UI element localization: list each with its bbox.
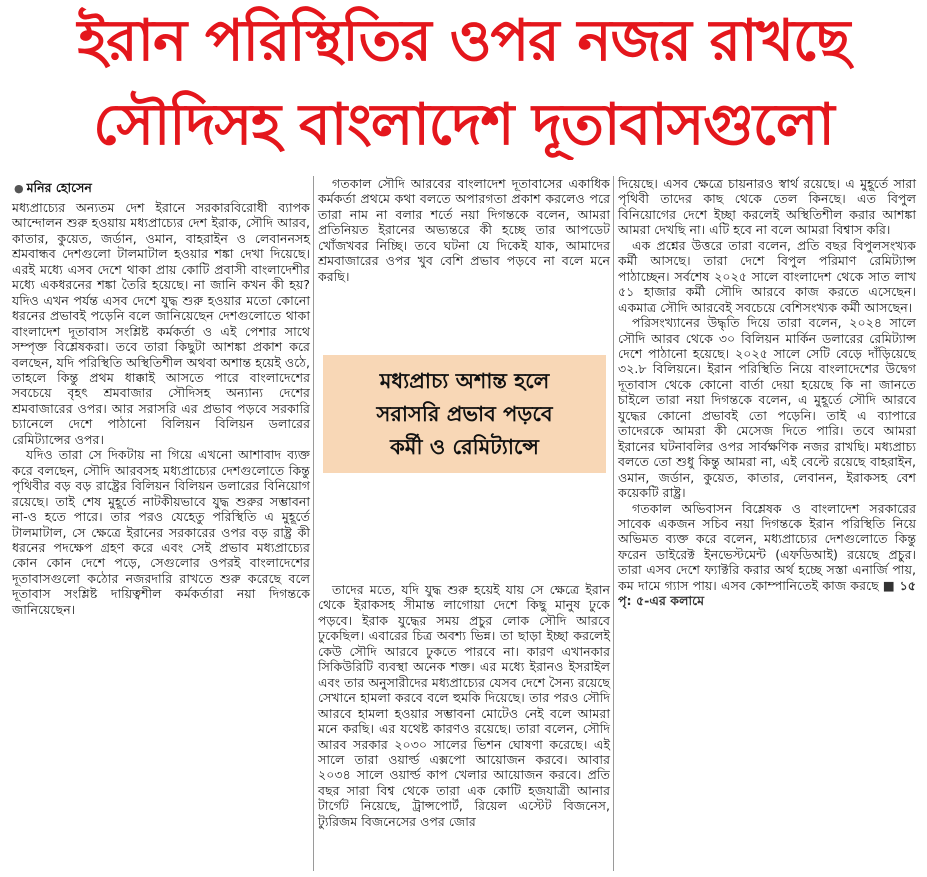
bullet-icon: ● — [14, 182, 24, 195]
pull-quote-line: কর্মী ও রেমিট্যান্সে — [390, 434, 539, 459]
paragraph: গতকাল সৌদি আরবের বাংলাদেশ দূতাবাসের একাধিক কর্মকর্তা প্রথমে কথা বলতে অপারগতা প্রকাশ করলেও পরে তারা নাম না বলার শর্তে নয়া দিগন্তকে বলেন, আমরা প্রতিনিয়ত ইরানের অভ্যন্তরে কী হচ্ছে তার আপডেট খোঁজখবর নিচ্ছি। তবে ঘটনা যে দিকেই যাক, আমাদের শ্রমবাজারের ওপর খুব বেশি প্রভাব পড়বে না বলে মনে করছি। — [318, 176, 610, 284]
paragraph: যদিও তারা সে দিকটায় না গিয়ে এখনো আশাবাদ ব্যক্ত করে বলছেন, সৌদি আরবসহ মধ্যপ্রাচ্যের দেশগুলোতে কিন্তু পৃথিবীর বড় বড় রাষ্ট্রের বিলিয়ন বিলিয়ন ডলারের বিনিয়োগ রয়েছে। তাই শেষ মুহূর্তে নাটকীয়ভাবে যুদ্ধ শুরুর সম্ভাবনা না-ও হতে পারে। তার পরও যেহেতু পরিস্থিতি এ মুহূর্তে টালমাটাল, সে ক্ষেত্রে ইরানের সরকারের ওপর বড় রাষ্ট্র কী ধরনের পদক্ষেপ গ্রহণ করে এবং সেই প্রভাব মধ্যপ্রাচ্যের কোন কোন দেশে পড়ে, সেগুলোর ওপরই বাংলাদেশের দূতাবাসগুলো কঠোর নজরদারি রাখতে শুরু করেছে বলে দূতাবাস সংশ্লিষ্ট দায়িত্বশীল কর্মকর্তারা নয়া দিগন্তকে জানিয়েছেন। — [12, 447, 310, 617]
headline-line-2: সৌদিসহ বাংলাদেশ দূতাবাসগুলো — [93, 92, 834, 158]
article-column-2-bottom — [318, 582, 610, 874]
author-name: মনির হোসেন — [26, 180, 92, 195]
paragraph: এক প্রশ্নের উত্তরে তারা বলেন, প্রতি বছর বিপুলসংখ্যক কর্মী আসছে। তারা দেশে বিপুল পরিমাণ রেমিট্যান্স পাঠাচ্ছেন। সর্বশেষ ২০২৫ সালে বাংলাদেশ থেকে সাত লাখ ৫১ হাজার কর্মী সৌদি আরবে কাজ করতে এসেছেন। একমাত্র সৌদি আরবেই সবচেয়ে বেশিসংখ্যক কর্মী আসছেন। — [618, 237, 916, 315]
paragraph: দিয়েছে। এসব ক্ষেত্রে চায়নারও স্বার্থ রয়েছে। এ মুহূর্তে সারা পৃথিবী তাদের কাছ থেকে তেল কিনছে। এত বিপুল বিনিয়োগের দেশে ইচ্ছা করলেই অস্থিতিশীল করার আশঙ্কা আমরা দেখছি না। এটি হবে না বলে আমরা বিশ্বাস করি। — [618, 176, 916, 238]
byline — [14, 180, 92, 200]
paragraph — [618, 501, 916, 609]
paragraph: মধ্যপ্রাচ্যের অন্যতম দেশ ইরানে সরকারবিরোধী ব্যাপক আন্দোলন শুরু হওয়ায় মধ্যপ্রাচ্যের দেশ ইরাক, সৌদি আরব, কাতার, কুয়েত, জর্ডান, ওমান, বাহরাইন ও লেবাননসহ শ্রমবান্ধব দেশগুলো টালমাটাল হওয়ার শঙ্কা দেখা দিয়েছে। এরই মধ্যে এসব দেশে থাকা প্রায় কোটি প্রবাসী বাংলাদেশীর মধ্যে একধরনের শঙ্কা তৈরি হয়েছে। না জানি কখন কী হয়? যদিও এখন পর্যন্ত এসব দেশে যুদ্ধ শুরু হওয়ার মতো কোনো ধরনের প্রভাবই পড়েনি বলে জানিয়েছেন দেশগুলোতে থাকা বাংলাদেশ দূতাবাস সংশ্লিষ্ট কর্মকর্তা ও এই পেশার সাথে সম্পৃক্ত বিশ্লেষকরা। তবে তারা কিছুটা আশঙ্কা প্রকাশ করে বলছেন, যদি পরিস্থিতি অস্থিতিশীল অথবা অশান্ত হয়েই ওঠে, তাহলে কিন্তু প্রথম ধাক্কাই আসতে পারে বাংলাদেশের সবচেয়ে বৃহৎ শ্রমবাজার সৌদিসহ অন্যান্য দেশের শ্রমবাজারের ওপর। আর সরাসরি এর প্রভাব পড়বে সরকারি চ্যানেলে দেশে পাঠানো বিলিয়ন বিলিয়ন ডলারের রেমিট্যান্সের ওপর। — [12, 200, 310, 447]
article-column-3 — [618, 176, 916, 876]
column-divider — [313, 176, 314, 871]
article-column-2-top — [318, 176, 610, 346]
paragraph-text: গতকাল অভিবাসন বিশ্লেষক ও বাংলাদেশ সরকারের সাবেক একজন সচিব নয়া দিগন্তকে ইরান পরিস্থিতি নিয়ে অভিমত ব্যক্ত করে বলেন, মধ্যপ্রাচ্যের দেশগুলোতে কিন্তু ফরেন ডাইরেক্ট ইনভেস্টমেন্ট (এফডিআই) রয়েছে প্রচুর। তারা এসব দেশে ফ্যাক্টরি করার অর্থ হচ্ছে সস্তা এনার্জি পায়, কম দামে গ্যাস পায়। এসব কোম্পানিতেই কাজ করছে — [618, 500, 916, 593]
paragraph: পরিসংখ্যানের উদ্ধৃতি দিয়ে তারা বলেন, ২০২৪ সালে সৌদি আরব থেকে ৩০ বিলিয়ন মার্কিন ডলারের রেমিট্যান্স দেশে পাঠানো হয়েছে। ২০২৫ সালে সেটি বেড়ে দাঁড়িয়েছে ৩২.৮ বিলিয়নে। ইরান পরিস্থিতি নিয়ে বাংলাদেশের উদ্বেগ দূতাবাস থেকে কোনো বার্তা দেয়া হয়েছে কি না জানতে চাইলে তারা নয়া দিগন্তকে বলেন, এ মুহূর্তে সৌদি আরবে যুদ্ধের কোনো প্রভাবই তো পড়েনি। তাই এ ব্যাপারে তাদেরকে আমরা কী মেসেজ দিতে পারি। তবে আমরা ইরানের ঘটনাবলির ওপর সার্বক্ষণিক নজর রাখছি। মধ্যপ্রাচ্য বলতে তো শুধু কিন্তু আমরা না, এই বেল্টে রয়েছে বাহরাইন, ওমান, জর্ডান, কুয়েত, কাতার, লেবানন, ইরাকসহ বেশ কয়েকটি রাষ্ট্র। — [618, 315, 916, 501]
pull-quote-line: সরাসরি প্রভাব পড়বে — [376, 401, 553, 426]
column-divider — [613, 176, 614, 871]
paragraph: তাদের মতে, যদি যুদ্ধ শুরু হয়েই যায় সে ক্ষেত্রে ইরান থেকে ইরাকসহ সীমান্ত লাগোয়া দেশে কিছু মানুষ ঢুকে পড়বে। ইরাক যুদ্ধের সময় প্রচুর লোক সৌদি আরবে ঢুকেছিল। এবারের চিত্র অবশ্য ভিন্ন। তা ছাড়া ইচ্ছা করলেই কেউ সৌদি আরবে ঢুকতে পারবে না। কারণ এখানকার সিকিউরিটি ব্যবস্থা অনেক শক্ত। এর মধ্যে ইরানও ইসরাইল এবং তার অনুসারীদের মধ্যপ্রাচ্যের যেসব দেশে সৈন্য রয়েছে সেখানে হামলা করবে বলে হুমকি দিয়েছে। তার পরও সৌদি আরবে হামলা হওয়ার সম্ভাবনা মোটেও নেই বলে আমরা মনে করছি। এর যথেষ্ট কারণও রয়েছে। তারা বলেন, সৌদি আরব সরকার ২০৩০ সালের ভিশন ঘোষণা করেছে। এই সালে তারা ওয়ার্ল্ড এক্সপো আয়োজন করবে। আবার ২০৩৪ সালে ওয়ার্ল্ড কাপ খেলার আয়োজন করবে। প্রতি বছর সারা বিশ্ব থেকে তারা এক কোটি হজযাত্রী আনার টার্গেট নিয়েছে, ট্রান্সপোর্ট, রিয়েল এস্টেট বিজনেস, ট্যুরিজম বিজনেসের ওপর জোর — [318, 582, 610, 829]
article-column-1 — [12, 200, 310, 870]
pull-quote-line: মধ্যপ্রাচ্য অশান্ত হলে — [379, 368, 550, 393]
headline-line-1: ইরান পরিস্থিতির ওপর নজর রাখছে — [77, 8, 850, 74]
pull-quote — [323, 355, 606, 473]
continuation-marker: ■ ১৫ পৃ: ৫-এর কলামে — [618, 577, 916, 609]
